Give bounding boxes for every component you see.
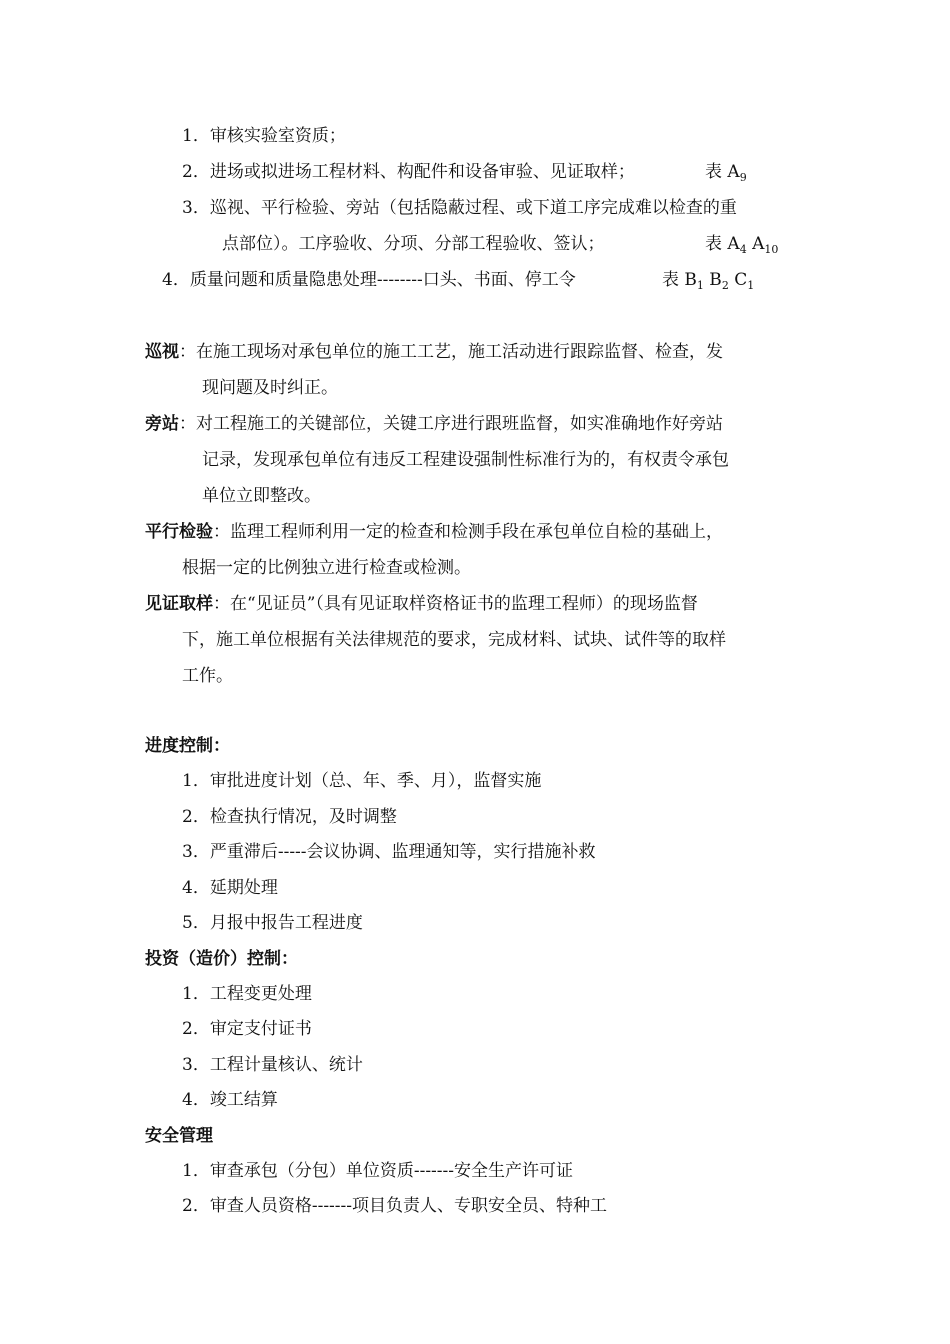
definition-parallel-inspection-line-2	[182, 556, 471, 580]
definition-side-station-line-2	[202, 448, 729, 472]
item-text: 审批进度计划（总、年、季、月），监督实施	[209, 771, 542, 791]
investment-item-2	[182, 1017, 312, 1041]
item-text: 检查执行情况，及时调整	[209, 807, 397, 827]
item-text: 巡视、平行检验、旁站（包括隐蔽过程、或下道工序完成难以检查的重	[209, 198, 737, 218]
table-subscript-2: 2	[721, 279, 729, 292]
quality-item-3-continuation	[222, 232, 605, 256]
investment-item-1	[182, 982, 312, 1006]
definition-text: 在施工现场对承包单位的施工工艺，施工活动进行跟踪监督、检查，发	[196, 342, 723, 362]
item-text: 严重滞后-----会议协调、监理通知等，实行措施补救	[209, 842, 596, 862]
definition-text: 根据一定的比例独立进行检查或检测。	[182, 558, 471, 578]
definition-text: 单位立即整改。	[202, 486, 321, 506]
definition-parallel-inspection	[145, 520, 723, 544]
item-text: 审查承包（分包）单位资质-------安全生产许可证	[209, 1161, 574, 1181]
item-number: 3．	[182, 842, 210, 862]
progress-item-3	[182, 840, 596, 864]
item-number: 3．	[182, 1055, 210, 1075]
item-number: 3．	[182, 198, 210, 218]
quality-item-4	[162, 268, 576, 292]
item-number: 2．	[182, 1196, 210, 1216]
definition-side-station	[145, 412, 723, 436]
safety-heading: 安全管理	[145, 1126, 213, 1146]
table-label: 表 A	[705, 234, 740, 254]
item-number: 1．	[182, 984, 210, 1004]
table-label-2: B	[703, 270, 722, 290]
table-label: 表 B	[662, 270, 697, 290]
definition-text: 在“见证员”（具有见证取样资格证书的监理工程师）的现场监督	[230, 594, 698, 614]
item-number: 4．	[182, 1090, 210, 1110]
item-text: 审定支付证书	[209, 1019, 312, 1039]
definition-text: 下，施工单位根据有关法律规范的要求，完成材料、试块、试件等的取样	[182, 630, 726, 650]
quality-item-3-table-ref	[705, 232, 778, 256]
definition-patrol-line-2	[202, 376, 338, 400]
quality-item-2-table-ref	[705, 160, 747, 184]
progress-item-4	[182, 876, 278, 900]
definition-side-station-line-3	[202, 484, 321, 508]
progress-item-1	[182, 769, 541, 793]
progress-item-5	[182, 911, 363, 935]
item-number: 2．	[182, 1019, 210, 1039]
item-text: 工程计量核认、统计	[209, 1055, 363, 1075]
quality-item-2	[182, 160, 635, 184]
table-label-3: C	[728, 270, 748, 290]
definition-patrol	[145, 340, 723, 364]
definition-sep: ：	[179, 342, 196, 362]
table-subscript-2: 10	[764, 243, 779, 256]
definition-sep: ：	[213, 594, 230, 614]
item-number: 1．	[182, 126, 210, 146]
investment-item-4	[182, 1088, 278, 1112]
item-text: 竣工结算	[209, 1090, 278, 1110]
definition-witness-sampling	[145, 592, 698, 616]
item-number: 4．	[182, 878, 210, 898]
item-number: 1．	[182, 1161, 210, 1181]
definition-sep: ：	[179, 414, 196, 434]
item-text: 审核实验室资质；	[209, 126, 346, 146]
safety-item-1	[182, 1159, 573, 1183]
definition-witness-sampling-line-3	[182, 664, 233, 688]
definition-text: 工作。	[182, 666, 233, 686]
safety-item-2	[182, 1194, 607, 1218]
item-text: 质量问题和质量隐患处理--------口头、书面、停工令	[189, 270, 576, 290]
item-text: 月报中报告工程进度	[209, 913, 363, 933]
investment-heading: 投资（造价）控制：	[145, 949, 298, 969]
table-subscript: 9	[739, 171, 747, 184]
table-label-2: A	[746, 234, 765, 254]
item-text: 延期处理	[209, 878, 278, 898]
definition-term: 巡视	[145, 342, 179, 362]
item-text-continued: 点部位）。工序验收、分项、分部工程验收、签认；	[222, 234, 605, 254]
item-number: 4．	[162, 270, 190, 290]
quality-item-1	[182, 124, 346, 148]
definition-text: 记录，发现承包单位有违反工程建设强制性标准行为的，有权责令承包	[202, 450, 729, 470]
definition-text: 现问题及时纠正。	[202, 378, 338, 398]
table-label: 表 A	[705, 162, 740, 182]
progress-heading: 进度控制：	[145, 736, 230, 756]
item-text: 审查人员资格-------项目负责人、专职安全员、特种工	[209, 1196, 608, 1216]
table-subscript: 4	[739, 243, 747, 256]
definition-term: 旁站	[145, 414, 179, 434]
table-subscript: 1	[696, 279, 704, 292]
item-number: 1．	[182, 771, 210, 791]
definition-text: 监理工程师利用一定的检查和检测手段在承包单位自检的基础上，	[230, 522, 723, 542]
definition-witness-sampling-line-2	[182, 628, 726, 652]
investment-item-3	[182, 1053, 363, 1077]
definition-term: 见证取样	[145, 594, 213, 614]
item-number: 5．	[182, 913, 210, 933]
table-subscript-3: 1	[747, 279, 755, 292]
item-number: 2．	[182, 162, 210, 182]
definition-text: 对工程施工的关键部位，关键工序进行跟班监督，如实准确地作好旁站	[196, 414, 723, 434]
item-number: 2．	[182, 807, 210, 827]
quality-item-4-table-ref	[662, 268, 754, 292]
item-text: 工程变更处理	[209, 984, 312, 1004]
quality-item-3	[182, 196, 737, 220]
item-text: 进场或拟进场工程材料、构配件和设备审验、见证取样；	[209, 162, 635, 182]
definition-sep: ：	[213, 522, 230, 542]
definition-term: 平行检验	[145, 522, 213, 542]
progress-item-2	[182, 805, 397, 829]
